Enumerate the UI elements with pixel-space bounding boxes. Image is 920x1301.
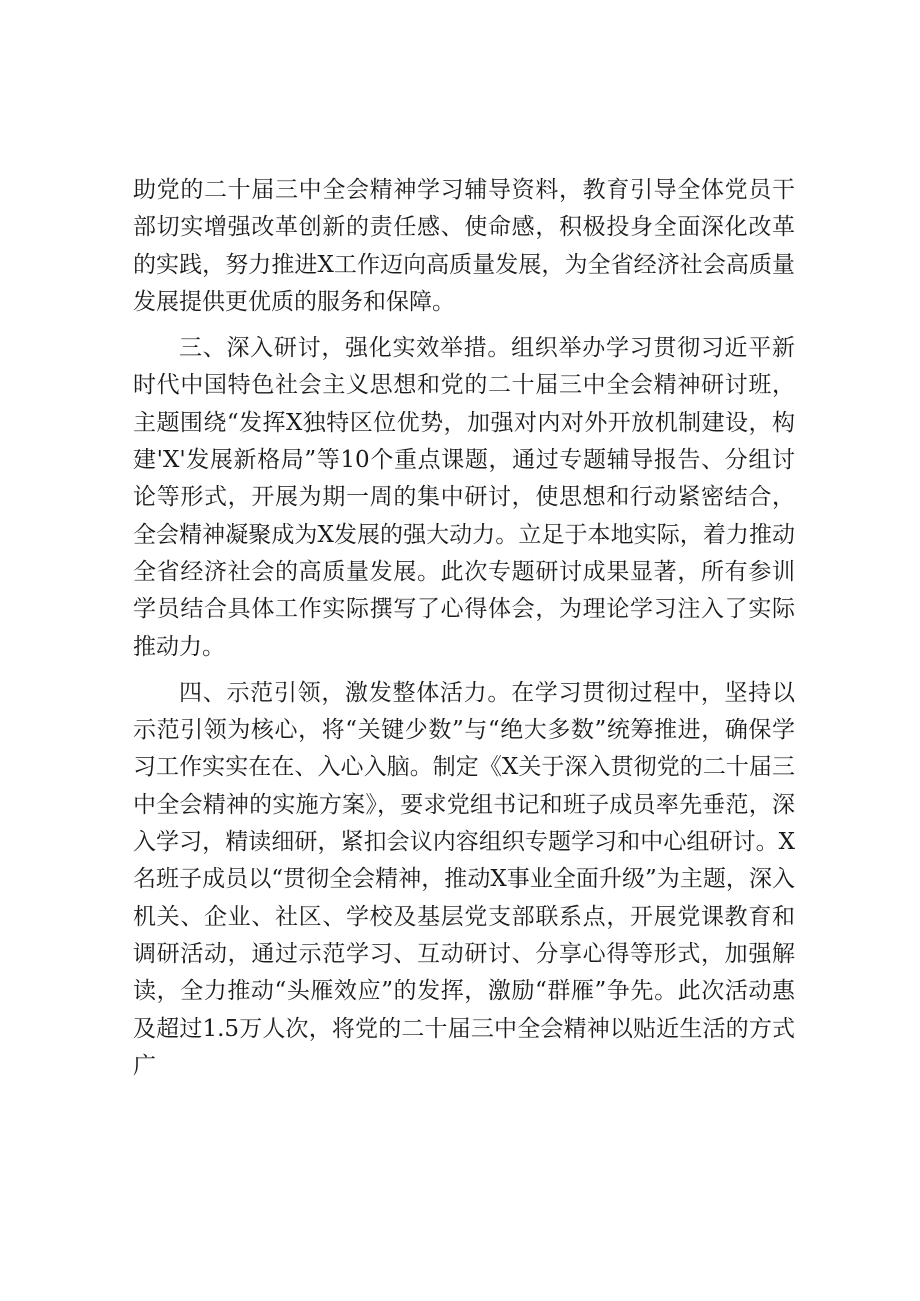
document-body bbox=[133, 172, 795, 1085]
paragraph-section-three: 三、深入研讨，强化实效举措。组织举办学习贯彻习近平新时代中国特色社会主义思想和党的二十届三中全会精神研讨班，主题围绕“发挥X独特区位优势，加强对内对外开放机制建设，构建'X'发展新格局”等10个重点课题，通过专题辅导报告、分组讨论等形式，开展为期一周的集中研讨，使思想和行动紧密结合，全会精神凝聚成为X发展的强大动力。立足于本地实际，着力推动全省经济社会的高质量发展。此次专题研讨成果显著，所有参训学员结合具体工作实际撰写了心得体会，为理论学习注入了实际推动力。 bbox=[133, 335, 795, 660]
paragraph-section-four: 四、示范引领，激发整体活力。在学习贯彻过程中，坚持以示范引领为核心，将“关键少数”与“绝大多数”统筹推进，确保学习工作实实在在、入心入脑。制定《X关于深入贯彻党的二十届三中全会精神的实施方案》，要求党组书记和班子成员率先垂范，深入学习，精读细研，紧扣会议内容组织专题学习和中心组研讨。X名班子成员以“贯彻全会精神，推动X事业全面升级”为主题，深入机关、企业、社区、学校及基层党支部联系点，开展党课教育和调研活动，通过示范学习、互动研讨、分享心得等形式，加强解读，全力推动“头雁效应”的发挥，激励“群雁”争先。此次活动惠及超过1.5万人次，将党的二十届三中全会精神以贴近生活的方式广 bbox=[133, 679, 795, 1079]
paragraph-continuation: 助党的二十届三中全会精神学习辅导资料，教育引导全体党员干部切实增强改革创新的责任感、使命感，积极投身全面深化改革的实践，努力推进X工作迈向高质量发展，为全省经济社会高质量发展提供更优质的服务和保障。 bbox=[133, 177, 795, 315]
